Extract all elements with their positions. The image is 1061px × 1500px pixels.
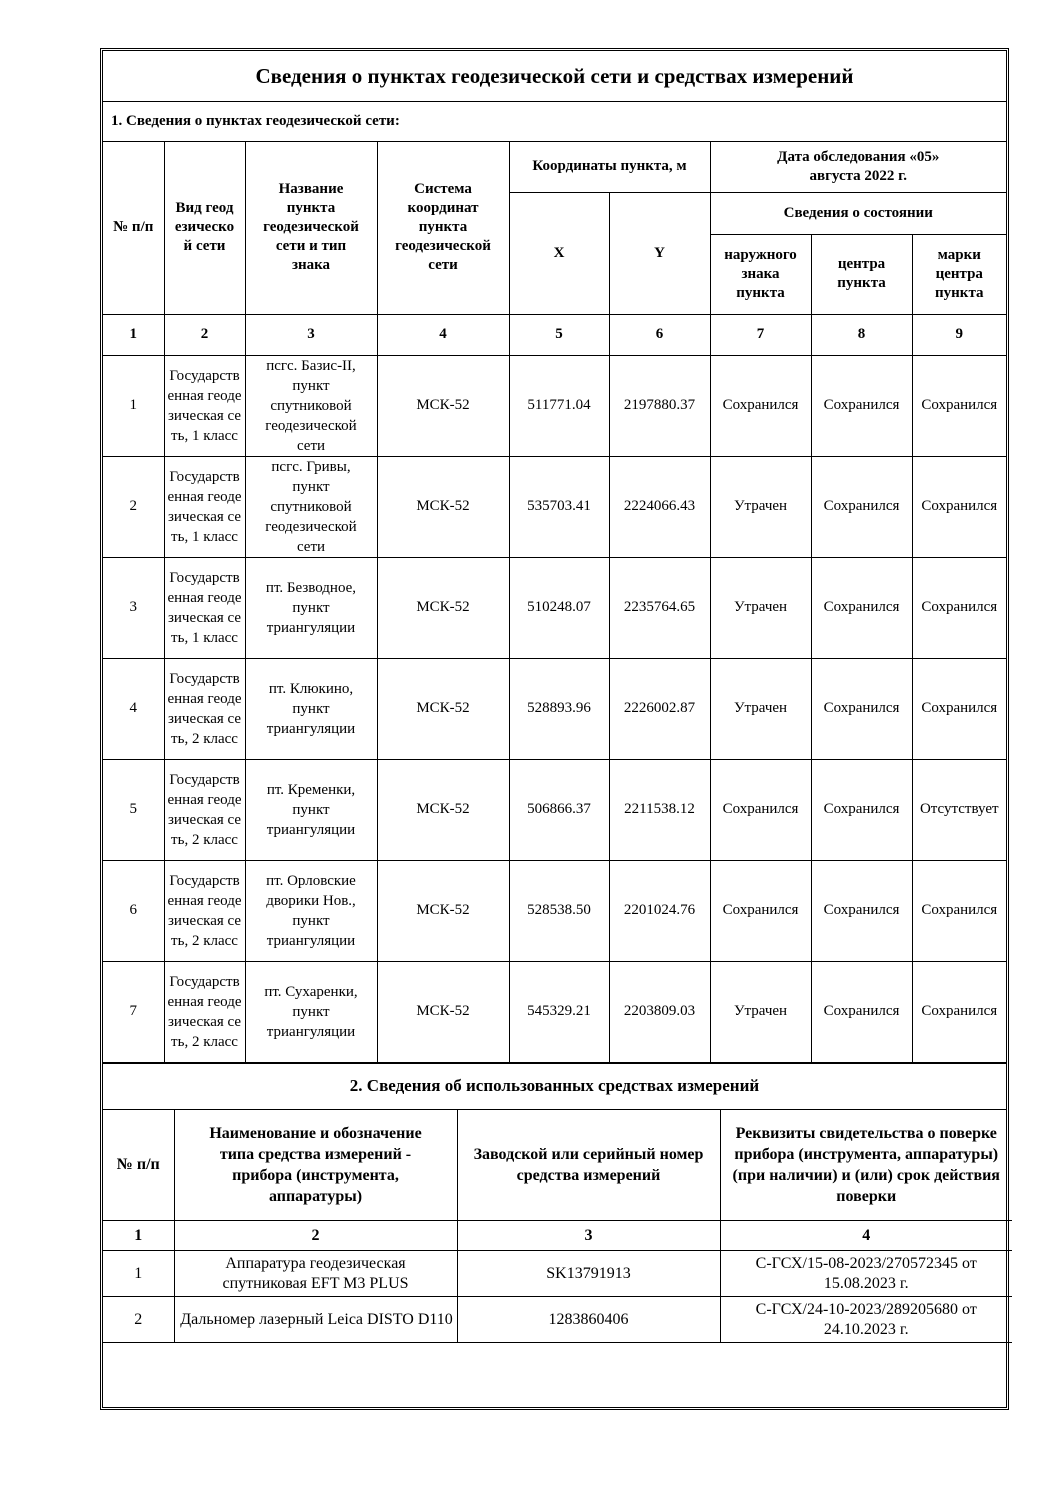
coord-y: 2203809.03 [609,961,710,1062]
point-name: пт. Безводное, пункт триангуляции [245,557,377,658]
col-number: 6 [609,314,710,355]
header-instrument-name: Наименование и обозначение типа средства измерений - прибора (инструмента, аппаратуры) [174,1110,457,1221]
instruments-table [103,1110,1012,1344]
coord-x: 510248.07 [509,557,609,658]
header-coords: Координаты пункта, м [509,142,710,192]
network-type: Государственная геодезическая сеть, 2 класс [164,658,245,759]
section1-heading: 1. Сведения о пунктах геодезической сети: [103,102,1006,142]
geodetic-points-table [103,142,1006,1063]
table-row [103,860,1006,961]
row-number: 7 [103,961,164,1062]
col-number: 4 [720,1221,1012,1251]
coord-y: 2201024.76 [609,860,710,961]
column-numbers-row [103,314,1006,355]
state-center-mark: Сохранился [912,961,1006,1062]
col-number: 3 [245,314,377,355]
coord-system: МСК-52 [377,355,509,456]
certificate: С-ГСХ/24-10-2023/289205680 от 24.10.2023 г. [720,1297,1012,1343]
coord-x: 545329.21 [509,961,609,1062]
state-center: Сохранился [811,658,912,759]
instrument-name: Дальномер лазерный Leica DISTO D110 [174,1297,457,1343]
coord-system: МСК-52 [377,557,509,658]
header-center: центра пункта [811,234,912,314]
col-number: 7 [710,314,811,355]
coord-x: 535703.41 [509,456,609,557]
table-row [103,961,1006,1062]
header-num: № п/п [103,1110,174,1221]
point-name: псгс. Базис-II, пункт спутниковой геодезической сети [245,355,377,456]
coord-x: 506866.37 [509,759,609,860]
network-type: Государственная геодезическая сеть, 2 класс [164,961,245,1062]
state-center: Сохранился [811,456,912,557]
network-type: Государственная геодезическая сеть, 2 класс [164,759,245,860]
state-center: Сохранился [811,759,912,860]
row-number: 1 [103,1251,174,1297]
state-center: Сохранился [811,860,912,961]
table-row [103,658,1006,759]
header-num: № п/п [103,142,164,314]
coord-x: 528893.96 [509,658,609,759]
coord-system: МСК-52 [377,456,509,557]
coord-system: МСК-52 [377,759,509,860]
header-y: Y [609,192,710,314]
state-outer-sign: Утрачен [710,961,811,1062]
column-numbers-row [103,1221,1012,1251]
row-number: 4 [103,658,164,759]
coord-y: 2235764.65 [609,557,710,658]
network-type: Государственная геодезическая сеть, 1 класс [164,355,245,456]
state-center-mark: Сохранился [912,658,1006,759]
table-row [103,557,1006,658]
coord-y: 2226002.87 [609,658,710,759]
state-outer-sign: Сохранился [710,860,811,961]
state-center-mark: Сохранился [912,557,1006,658]
header-x: X [509,192,609,314]
col-number: 1 [103,314,164,355]
col-number: 9 [912,314,1006,355]
row-number: 2 [103,456,164,557]
state-center-mark: Сохранился [912,355,1006,456]
col-number: 2 [164,314,245,355]
page-title: Сведения о пунктах геодезической сети и средствах измерений [103,51,1006,102]
table-row [103,1251,1012,1297]
col-number: 2 [174,1221,457,1251]
state-center-mark: Отсутствует [912,759,1006,860]
state-center-mark: Сохранился [912,456,1006,557]
col-number: 3 [457,1221,720,1251]
state-outer-sign: Утрачен [710,456,811,557]
serial-number: SK13791913 [457,1251,720,1297]
coord-y: 2197880.37 [609,355,710,456]
header-center-mark: марки центра пункта [912,234,1006,314]
state-center: Сохранился [811,355,912,456]
state-outer-sign: Сохранился [710,355,811,456]
header-survey-date: Дата обследования «05» августа 2022 г. [710,142,1006,192]
network-type: Государственная геодезическая сеть, 1 класс [164,456,245,557]
state-outer-sign: Утрачен [710,658,811,759]
header-certificate: Реквизиты свидетельства о поверке прибора (инструмента, аппаратуры) (при наличии) и (или) срок действия поверки [720,1110,1012,1221]
table-row [103,759,1006,860]
point-name: пт. Орловские дворики Нов., пункт триангуляции [245,860,377,961]
state-outer-sign: Сохранился [710,759,811,860]
point-name: пт. Кременки, пункт триангуляции [245,759,377,860]
row-number: 5 [103,759,164,860]
coord-system: МСК-52 [377,658,509,759]
col-number: 8 [811,314,912,355]
row-number: 3 [103,557,164,658]
header-system: Система координат пункта геодезической сети [377,142,509,314]
certificate: С-ГСХ/15-08-2023/270572345 от 15.08.2023 г. [720,1251,1012,1297]
table-row [103,1297,1012,1343]
state-center: Сохранился [811,557,912,658]
coord-x: 528538.50 [509,860,609,961]
header-name: Название пункта геодезической сети и тип знака [245,142,377,314]
coord-system: МСК-52 [377,961,509,1062]
network-type: Государственная геодезическая сеть, 2 класс [164,860,245,961]
state-center: Сохранился [811,961,912,1062]
table-row [103,355,1006,456]
header-type: Вид геодезической сети [164,142,245,314]
col-number: 4 [377,314,509,355]
row-number: 6 [103,860,164,961]
header-serial: Заводской или серийный номер средства измерений [457,1110,720,1221]
state-outer-sign: Утрачен [710,557,811,658]
header-outer-sign: наружного знака пункта [710,234,811,314]
section2-heading: 2. Сведения об использованных средствах измерений [103,1063,1006,1110]
table-row [103,456,1006,557]
row-number: 1 [103,355,164,456]
point-name: пт. Сухаренки, пункт триангуляции [245,961,377,1062]
instrument-name: Аппаратура геодезическая спутниковая EFT M3 PLUS [174,1251,457,1297]
state-center-mark: Сохранился [912,860,1006,961]
coord-y: 2224066.43 [609,456,710,557]
network-type: Государственная геодезическая сеть, 1 класс [164,557,245,658]
document-frame [100,48,1009,1410]
row-number: 2 [103,1297,174,1343]
col-number: 5 [509,314,609,355]
coord-y: 2211538.12 [609,759,710,860]
coord-system: МСК-52 [377,860,509,961]
point-name: пт. Клюкино, пункт триангуляции [245,658,377,759]
col-number: 1 [103,1221,174,1251]
header-state: Сведения о состоянии [710,192,1006,234]
coord-x: 511771.04 [509,355,609,456]
serial-number: 1283860406 [457,1297,720,1343]
point-name: псгс. Гривы, пункт спутниковой геодезической сети [245,456,377,557]
